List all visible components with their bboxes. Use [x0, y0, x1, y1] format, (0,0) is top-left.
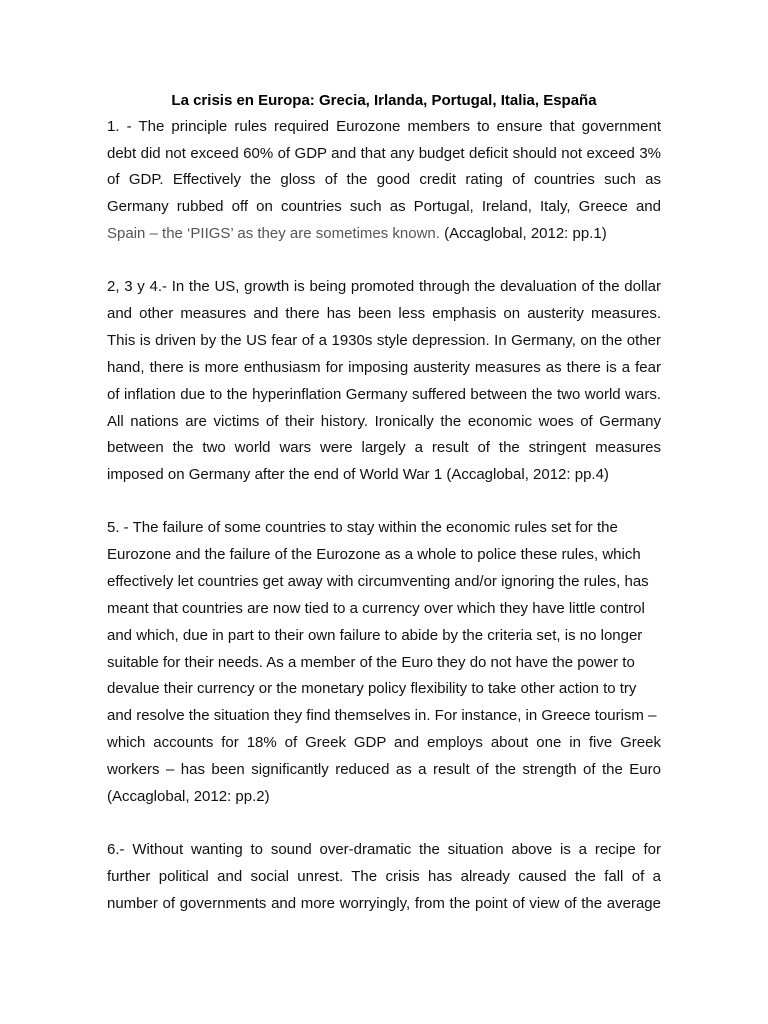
paragraph-1-line-1: 1. - The principle rules required Eurozone members to ensure that government	[107, 118, 661, 135]
paragraph-3-line-8: and resolve the situation they find themselves in. For instance, in Greece tourism –	[107, 707, 657, 724]
paragraph-1-line-5	[107, 221, 661, 248]
paragraph-2-line-3: This is driven by the US fear of a 1930s style depression. In Germany, on the other	[107, 332, 661, 349]
paragraph-4-line-3: number of governments and more worryingly, from the point of view of the average	[107, 895, 661, 912]
paragraph-1-line-2: debt did not exceed 60% of GDP and that any budget deficit should not exceed 3%	[107, 145, 661, 162]
paragraph-3-line-6: suitable for their needs. As a member of the Euro they do not have the power to	[107, 654, 635, 671]
paragraph-2-line-1: 2, 3 y 4.- In the US, growth is being promoted through the devaluation of the dollar	[107, 278, 661, 295]
paragraph-4-line-2: further political and social unrest. The crisis has already caused the fall of a	[107, 868, 661, 885]
paragraph-3-line-4: meant that countries are now tied to a currency over which they have little control	[107, 600, 645, 617]
paragraph-3-line-2: Eurozone and the failure of the Eurozone as a whole to police these rules, which	[107, 546, 641, 563]
paragraph-1-citation: (Accaglobal, 2012: pp.1)	[439, 225, 607, 242]
document-title: La crisis en Europa: Grecia, Irlanda, Portugal, Italia, España	[171, 92, 597, 109]
paragraph-2-line-8: imposed on Germany after the end of World War 1 (Accaglobal, 2012: pp.4)	[107, 466, 609, 483]
paragraph-2-line-2: and other measures and there has been less emphasis on austerity measures.	[107, 305, 661, 322]
paragraph-3-line-11: (Accaglobal, 2012: pp.2)	[107, 788, 270, 805]
paragraph-1-line-4: Germany rubbed off on countries such as Portugal, Ireland, Italy, Greece and	[107, 198, 661, 215]
paragraph-3-line-7: devalue their currency or the monetary policy flexibility to take other action to try	[107, 680, 637, 697]
paragraph-3-line-9: which accounts for 18% of Greek GDP and employs about one in five Greek	[107, 734, 661, 751]
paragraph-4-line-1: 6.- Without wanting to sound over-dramatic the situation above is a recipe for	[107, 841, 661, 858]
paragraph-2-line-6: All nations are victims of their history. Ironically the economic woes of Germany	[107, 413, 661, 430]
paragraph-3-line-10: workers – has been significantly reduced as a result of the strength of the Euro	[107, 761, 661, 778]
paragraph-2-line-7: between the two world wars were largely a result of the stringent measures	[107, 439, 661, 456]
paragraph-3-line-3: effectively let countries get away with circumventing and/or ignoring the rules, has	[107, 573, 649, 590]
paragraph-3-line-5: and which, due in part to their own failure to abide by the criteria set, is no longer	[107, 627, 643, 644]
paragraph-1-line-3: of GDP. Effectively the gloss of the good credit rating of countries such as	[107, 171, 661, 188]
paragraph-2-line-4: hand, there is more enthusiasm for imposing austerity measures as there is a fear	[107, 359, 661, 376]
paragraph-2-line-5: of inflation due to the hyperinflation Germany suffered between the two world wars.	[107, 386, 661, 403]
paragraph-1-quoted-text: Spain – the ‘PIIGS’ as they are sometimes known.	[107, 225, 440, 242]
paragraph-3-line-1: 5. - The failure of some countries to stay within the economic rules set for the	[107, 519, 618, 536]
